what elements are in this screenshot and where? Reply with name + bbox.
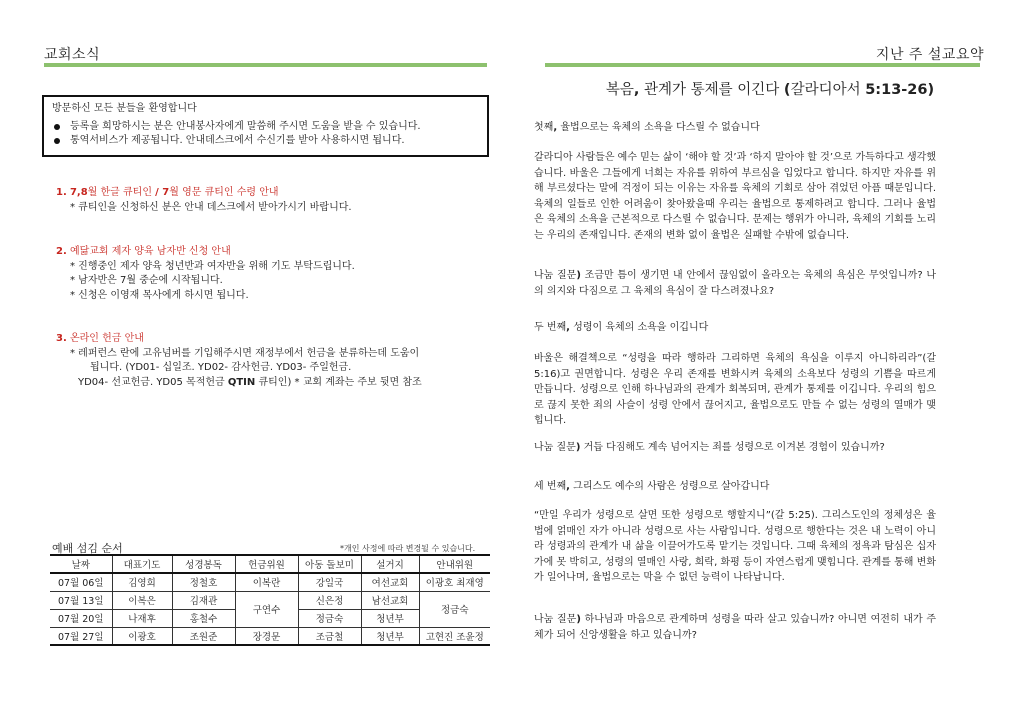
- column-header: 날짜: [50, 555, 112, 573]
- schedule-title: 예배 섬김 순서: [52, 542, 123, 555]
- table-cell: 고현진 조윤정: [419, 627, 490, 645]
- table-cell: 정금숙: [419, 591, 490, 627]
- column-header: 안내위원: [419, 555, 490, 573]
- notice-line: 됩니다. (YD01- 십일조. YD02- 감사헌금. YD03- 주일헌금.: [90, 362, 352, 373]
- table-cell-date: 07월 27일: [50, 627, 112, 645]
- table-cell: 청년부: [361, 627, 419, 645]
- section-title-sermon-summary: 지난 주 설교요약: [875, 47, 984, 63]
- column-header: 대표기도: [112, 555, 172, 573]
- sermon-paragraph: 갈라디아 사람들은 예수 믿는 삶이 ‘해야 할 것’과 ‘하지 말아야 할 것’으로 가득하다고 생각했습니다. 바울은 그들에게 너희는 자유를 위하여 부르심을 입었다고 합니다. 하지만 자유를 위해 부르셨다는 말에 걱정이 되는 이유는 자유를 육체의 기회로 삼아 겪었던 아픔 때문입니다. 육체의 일들로 인한 어려움이 찾아왔을때 우리는 율법으로 통제하려고 합니다. 그러나 율법은 육체의 소욕을 근본적으로 다스릴 수 없습니다. 문제는 행위가 아니라, 육체의 기회를 노리는 우리의 존재입니다. 존재의 변화 없이 율법은 실패할 수밖에 없습니다.: [534, 152, 936, 241]
- welcome-item: 통역서비스가 제공됩니다. 안내데스크에서 수신기를 받아 사용하시면 됩니다.: [52, 134, 479, 148]
- table-cell: 이복란: [235, 573, 298, 591]
- notice-line: * 남자반은 7월 중순에 시작됩니다.: [70, 275, 223, 286]
- table-row: [50, 591, 490, 609]
- welcome-list: [52, 120, 479, 148]
- notice-title: 3. 온라인 헌금 안내: [56, 333, 144, 344]
- sermon-paragraph: 바울은 해결책으로 “성령을 따라 행하라 그리하면 육체의 욕심을 이루지 아니하리라”(갈 5:16)고 권면합니다. 성령은 우리 존재를 변화시켜 육체의 소욕보다 성령의 기쁨을 따르게 만듭니다. 성령으로 인해 하나님과의 관계가 회복되며, 관계가 통제를 이깁니다. 우리의 힘으로 끊지 못한 죄의 사슬이 성령 안에서 끊어지고, 율법으로도 만들 수 없는 성령의 열매가 맺힙니다.: [534, 353, 936, 426]
- table-cell-date: 07월 20일: [50, 609, 112, 627]
- table-header-row: [50, 555, 490, 573]
- table-cell: 여선교회: [361, 573, 419, 591]
- notice-discipleship: [56, 245, 476, 303]
- service-schedule-table: [50, 554, 490, 646]
- table-cell: 김영희: [112, 573, 172, 591]
- welcome-item: 등록을 희망하시는 분은 안내봉사자에게 말씀해 주시면 도움을 받을 수 있습니다.: [52, 120, 479, 134]
- section-title-church-news: 교회소식: [44, 47, 101, 63]
- notice-line: * 큐티인을 신청하신 분은 안내 데스크에서 받아가시기 바랍니다.: [70, 201, 352, 213]
- notice-line: YD04- 선교헌금. YD05 목적헌금 QTIN 큐티인) * 교회 계좌는 주보 뒷면 참조: [78, 376, 422, 388]
- table-cell: 조금철: [298, 627, 361, 645]
- column-header: 아동 돌보미: [298, 555, 361, 573]
- table-cell: 정금숙: [298, 609, 361, 627]
- notice-qtin: [56, 186, 476, 215]
- table-cell: 신은정: [298, 591, 361, 609]
- column-header: 설거지: [361, 555, 419, 573]
- table-cell: 이복은: [112, 591, 172, 609]
- table-cell: 정철호: [172, 573, 235, 591]
- welcome-box: [42, 95, 489, 157]
- notice-line: * 신청은 이영재 목사에게 하시면 됩니다.: [70, 289, 249, 301]
- table-cell: 청년부: [361, 609, 419, 627]
- sermon-paragraph: “만일 우리가 성령으로 살면 또한 성령으로 행할지니”(갈 5:25). 그리스도인의 정체성은 율법에 얽매인 자가 아니라 성령으로 사는 사람입니다. 성령으로 행한다는 것은 내 노력이 아니라 성령과의 관계가 내 삶을 이끌어가도록 맡기는 것입니다. 그때 육체의 정욕과 탐심은 십자가에 못 박히고, 성령의 열매인 사랑, 희락, 화평 등이 자연스럽게 맺힙니다. 관계를 통해 변화가 일어나며, 율법으로는 막을 수 없던 능력이 나타납니다.: [534, 510, 936, 583]
- table-cell: 이광호 최재영: [419, 573, 490, 591]
- table-row: [50, 573, 490, 591]
- table-cell: 장경문: [235, 627, 298, 645]
- notice-line: * 진행중인 제자 양육 청년반과 여자반을 위해 기도 부탁드립니다.: [70, 260, 355, 272]
- divider-right: [545, 63, 980, 67]
- sermon-point-heading: 첫째, 율법으로는 육체의 소욕을 다스릴 수 없습니다: [534, 122, 760, 133]
- sharing-question: 나눔 질문) 하나님과 마음으로 관계하며 성령을 따라 살고 있습니까? 아니면 여전히 내가 주체가 되어 신앙생활을 하고 있습니까?: [534, 614, 936, 641]
- table-cell: 구연수: [235, 591, 298, 627]
- table-cell: 나재후: [112, 609, 172, 627]
- schedule-note: *개인 사정에 따라 변경될 수 있습니다.: [340, 544, 476, 553]
- table-cell: 조원준: [172, 627, 235, 645]
- table-cell: 이광호: [112, 627, 172, 645]
- table-cell: 홍철수: [172, 609, 235, 627]
- column-header: 성경봉독: [172, 555, 235, 573]
- table-cell: 강일국: [298, 573, 361, 591]
- table-cell-date: 07월 06일: [50, 573, 112, 591]
- notice-line: * 레퍼런스 란에 고유넘버를 기입해주시면 재정부에서 헌금을 분류하는데 도움이: [70, 347, 420, 359]
- divider-left: [44, 63, 487, 67]
- notice-title: 2. 예닮교회 제자 양육 남자반 신청 안내: [56, 246, 231, 257]
- notice-online-offering: [56, 332, 476, 390]
- sharing-question: 나눔 질문) 거듭 다짐해도 계속 넘어지는 죄를 성령으로 이겨본 경험이 있습니까?: [534, 442, 885, 453]
- notice-title: 1. 7,8월 한글 큐티인 / 7월 영문 큐티인 수령 안내: [56, 187, 279, 198]
- column-header: 헌금위원: [235, 555, 298, 573]
- table-cell-date: 07월 13일: [50, 591, 112, 609]
- sermon-point-heading: 세 번째, 그리스도 예수의 사람은 성령으로 살아갑니다: [534, 481, 770, 492]
- table-cell: 남선교회: [361, 591, 419, 609]
- sharing-question: 나눔 질문) 조금만 틈이 생기면 내 안에서 끊임없이 올라오는 육체의 욕심은 무엇입니까? 나의 의지와 다짐으로 그 육체의 욕심이 잘 다스려졌나요?: [534, 270, 936, 297]
- welcome-title: 방문하신 모든 분들을 환영합니다: [52, 103, 197, 114]
- sermon-title: 복음, 관계가 통제를 이긴다 (갈라디아서 5:13-26): [605, 82, 935, 98]
- table-cell: 김재관: [172, 591, 235, 609]
- table-row: [50, 627, 490, 645]
- sermon-point-heading: 두 번째, 성령이 육체의 소욕을 이깁니다: [534, 322, 709, 333]
